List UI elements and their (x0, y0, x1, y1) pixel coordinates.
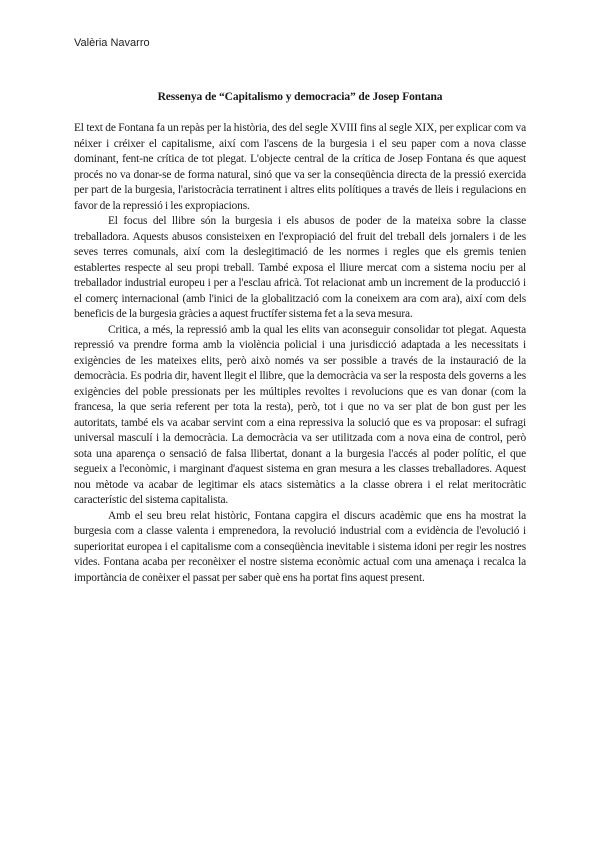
author-name: Valèria Navarro (74, 37, 150, 49)
paragraph-2: El focus del llibre són la burgesia i els abusos de poder de la mateixa sobre la classe treballadora. Aquests abusos consisteixen en l'expropiació del fruit del treball dels jornalers i de les seves terres comunals, així com la deslegitimació de les normes i regles que els gremis tenien establertes respecte al seu propi treball. També exposa el lliure mercat com a sistema nociu per al treballador industrial europeu i per a l'esclau africà. Tot relacionat amb un increment de la producció i el comerç internacional (amb l'inici de la globalització com la coneixem ara com ara), així com dels beneficis de la burgesia gràcies a aquest fructífer sistema fet a la seva mesura. (74, 215, 526, 320)
document-body (74, 121, 526, 586)
paragraph-1: El text de Fontana fa un repàs per la història, des del segle XVIII fins al segle XIX, per explicar com va néixer i créixer el capitalisme, així com l'ascens de la burgesia i el seu paper com a nova classe dominant, fent-ne crítica de tot plegat. L'objecte central de la crítica de Josep Fontana és que aquest procés no va donar-se de forma natural, sinó que va ser la conseqüència directa de la pressió exercida per part de la burgesia, l'aristocràcia terratinent i altres elits polítiques a través de lleis i regulacions en favor de la repressió i les expropiacions. (74, 122, 526, 212)
paragraph-4: Amb el seu breu relat històric, Fontana capgira el discurs acadèmic que ens ha mostrat la burgesia com a classe valenta i emprenedora, la revolució industrial com a evidència de l'evolució i superioritat europea i el capitalisme com a conseqüència inevitable i sistema idoni per regir les nostres vides. Fontana acaba per reconèixer el nostre sistema econòmic actual com una amenaça i recalca la importància de conèixer el passat per saber què ens ha portat fins aquest present. (74, 509, 526, 584)
document-title: Ressenya de “Capitalismo y democracia” de Josep Fontana (157, 91, 443, 103)
paragraph-3: Critica, a més, la repressió amb la qual les elits van aconseguir consolidar tot plegat. Aquesta repressió va prendre forma amb la violència policial i una jurisdicció adaptada a les necessitats i exigències de les mateixes elits, però això només va ser possible a través de la instauració de la democràcia. Es podria dir, havent llegit el llibre, que la democràcia va ser la resposta dels governs a les exigències del poble pressionats per les múltiples revoltes i revolucions que es van donar (com la francesa, la que seria referent per tota la resta), però, tot i que no va ser plat de bon gust per les autoritats, també els va acabar servint com a eina repressiva la solució que es va proposar: el sufragi universal masculí i la democràcia. La democràcia va ser utilitzada com a nova eina de control, però sota una aparença o sensació de falsa llibertat, donant a la burgesia l'accés al poder polític, el que segueix a l'econòmic, i marginant d'aquest sistema en gran mesura a les classes treballadores. Aquest nou mètode va acabar de legitimar els atacs sistemàtics a la classe obrera i el relat meritocràtic característic del sistema capitalista. (74, 323, 526, 506)
